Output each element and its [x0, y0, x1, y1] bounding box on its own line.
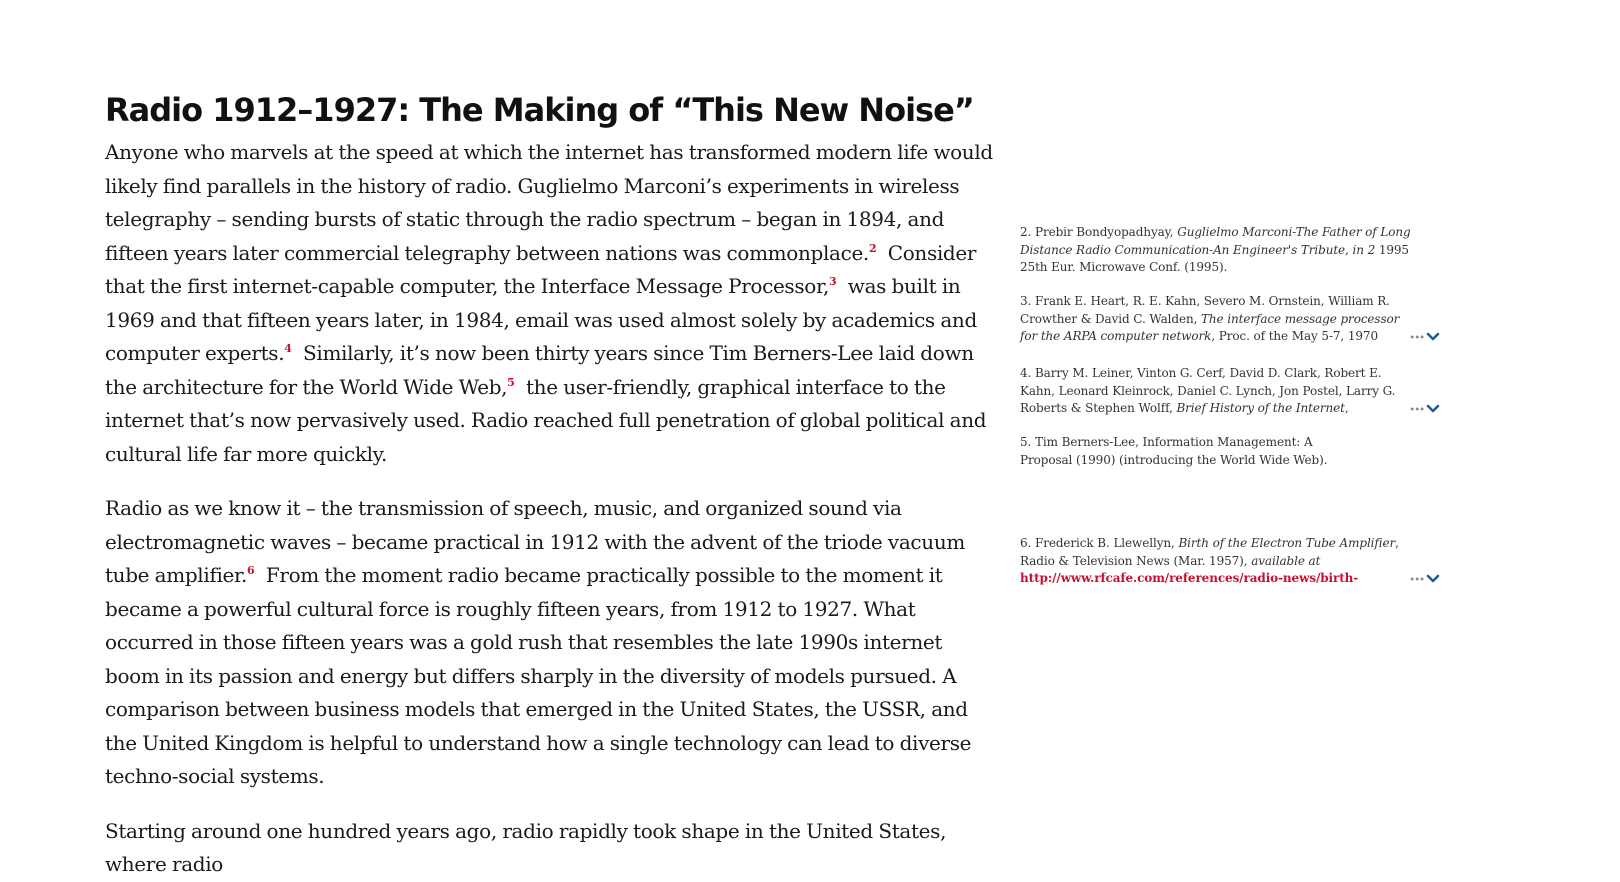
more-dots: •••: [1409, 333, 1424, 344]
footnote-5: [1020, 434, 1440, 469]
footnote-text: 4. Barry M. Leiner, Vinton G. Cerf, David D. Clark, Robert E. Kahn, Leonard Kleinrock, Daniel C. Lynch, Jon Postel, Larry G. Roberts & Stephen Wolff,: [1020, 366, 1396, 415]
footnote-ref-4[interactable]: 4: [284, 342, 292, 356]
footnote-available: available at: [1251, 553, 1321, 568]
paragraph-text: Anyone who marvels at the speed at which the internet has transformed modern life would likely find parallels in the history of radio. Guglielmo Marconi’s experiments in wireless telegraphy – sending bursts of static through the radio spectrum – began in 1894, and fifteen years later commercial telegraphy between nations was commonplace.: [105, 140, 993, 265]
footnote-2: [1020, 224, 1440, 277]
footnote-6-link[interactable]: http://www.rfcafe.com/references/radio-news/birth-: [1020, 571, 1359, 585]
footnote-ref-3[interactable]: 3: [828, 275, 837, 289]
footnote-text: 6. Frederick B. Llewellyn,: [1020, 536, 1179, 550]
more-dots: •••: [1409, 575, 1424, 586]
footnote-ref-5[interactable]: 5: [507, 375, 515, 389]
article-title: Radio 1912–1927: The Making of “This New Noise”: [105, 91, 974, 129]
footnote-text: , Radio & Television News (Mar. 1957),: [1020, 536, 1399, 568]
paragraph-text: Radio as we know it – the transmission of speech, music, and organized sound via electromagnetic waves – became practical in 1912 with the advent of the triode vacuum tube amplifier.: [105, 496, 965, 587]
paragraph-text: the user-friendly, graphical interface to the internet that’s now pervasively used. Radio reached full penetration of global political and cultural life far more quickly.: [105, 374, 987, 466]
footnote-text: 5. Tim Berners-Lee, Information Management: A Proposal (1990) (introducing the World Wide Web).: [1020, 435, 1328, 467]
footnote-3: [1020, 293, 1440, 345]
footnote-ref-6[interactable]: 6: [247, 564, 255, 578]
footnote-6: [1020, 535, 1440, 587]
footnote-text: , Proc. of the May 5-7, 1970: [1211, 329, 1379, 343]
footnote-6-expand-button[interactable]: [1409, 570, 1440, 587]
paragraph-text: Consider that the first internet-capable computer, the Interface Message Processor,: [105, 240, 977, 298]
footnote-4: [1020, 365, 1440, 417]
footnote-text: 2. Prebir Bondyopadhyay,: [1020, 225, 1178, 239]
paragraph-1: [105, 136, 995, 471]
footnote-title: The interface message processor for the ARPA computer network: [1020, 311, 1400, 343]
paragraph-text: Similarly, it’s now been thirty years since Tim Berners-Lee laid down the architecture for the World Wide Web,: [105, 341, 974, 399]
article-body: [105, 84, 995, 876]
footnote-text: ,: [1344, 401, 1349, 415]
paragraph-3-partial: Starting around one hundred years ago, radio rapidly took shape in the United States, where radio: [105, 818, 947, 876]
chevron-down-icon: [1426, 574, 1440, 584]
chevron-down-icon: [1426, 332, 1440, 342]
paragraph-2: [105, 492, 995, 794]
more-dots: •••: [1409, 405, 1424, 416]
footnotes-sidebar: [1020, 0, 1460, 874]
footnote-title: Brief History of the Internet: [1176, 401, 1345, 415]
footnote-text: 3. Frank E. Heart, R. E. Kahn, Severo M. Ornstein, William R. Crowther & David C. Walden,: [1020, 294, 1390, 326]
chevron-down-icon: [1426, 404, 1440, 414]
footnote-ref-2[interactable]: 2: [868, 241, 877, 255]
paragraph-text: was built in 1969 and that fifteen years later, in 1984, email was used almost solely by academics and computer experts.: [105, 274, 977, 365]
footnote-3-expand-button[interactable]: [1409, 328, 1440, 345]
footnote-text: 1995 25th Eur. Microwave Conf. (1995).: [1020, 242, 1409, 274]
footnote-title: Guglielmo Marconi-The Father of Long Distance Radio Communication-An Engineer's Tribute, in 2: [1020, 225, 1411, 257]
footnote-title: Birth of the Electron Tube Amplifier: [1178, 536, 1396, 550]
footnote-4-expand-button[interactable]: [1409, 400, 1440, 417]
paragraph-text: From the moment radio became practically possible to the moment it became a powerful cultural force is roughly fifteen years, from 1912 to 1927. What occurred in those fifteen years was a gold rush that resembles the late 1990s internet boom in its passion and energy but differs sharply in the diversity of models pursued. A comparison between business models that emerged in the United States, the USSR, and the United Kingdom is helpful to understand how a single technology can lead to diverse techno-social systems.: [105, 563, 972, 788]
